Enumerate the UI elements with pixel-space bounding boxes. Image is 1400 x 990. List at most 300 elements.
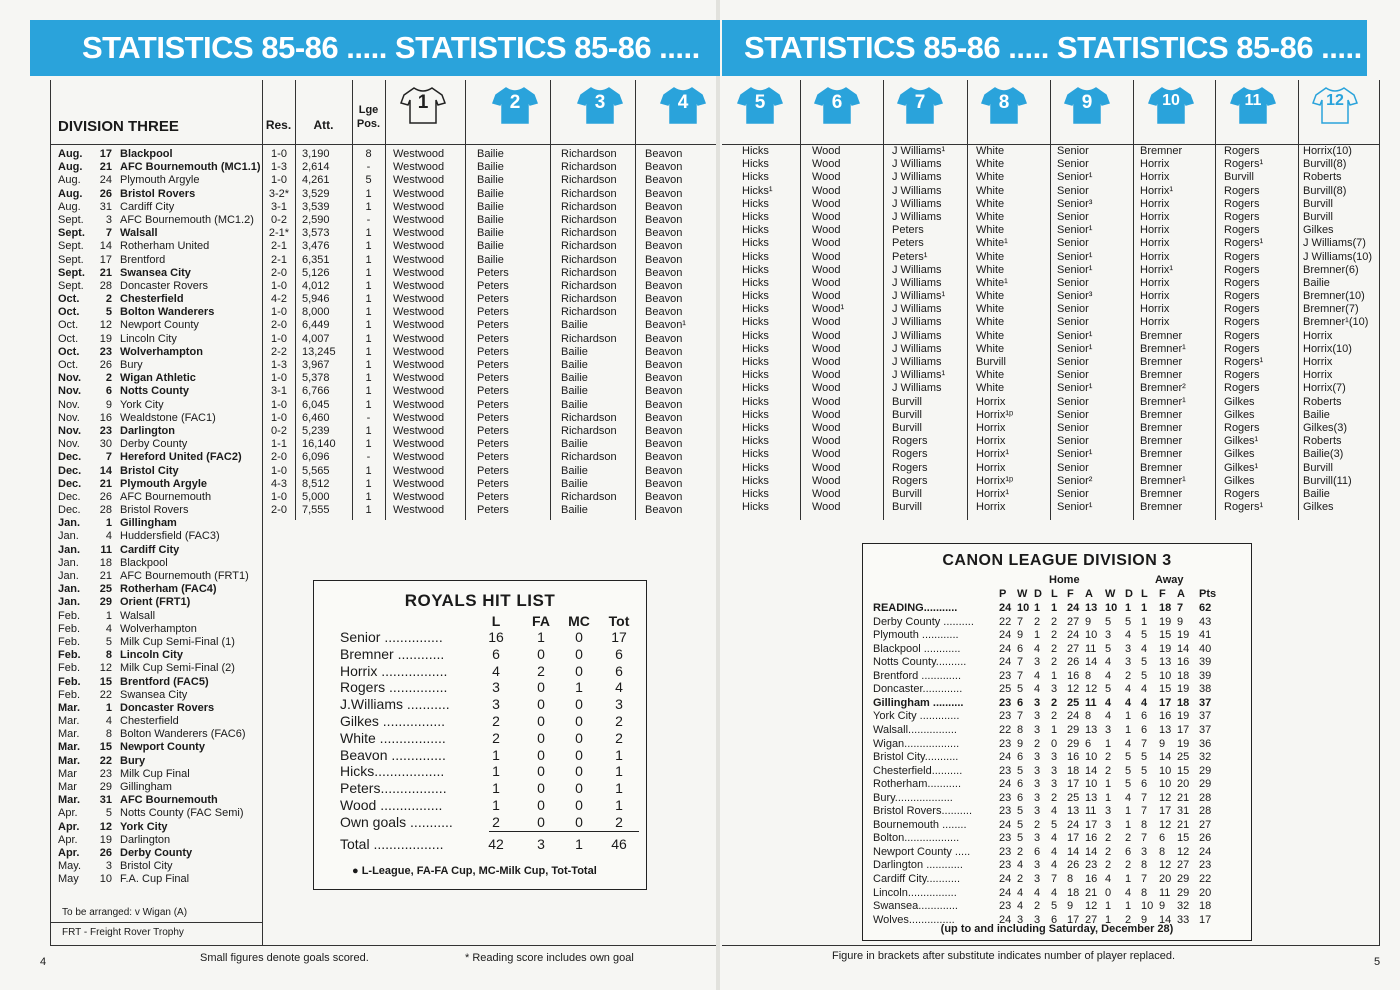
league-row bbox=[873, 765, 1243, 779]
player-name: Roberts bbox=[1303, 395, 1342, 408]
shirt-number: 11 bbox=[1244, 92, 1262, 109]
fixture-opponent: AFC Bournemouth bbox=[120, 490, 212, 503]
league-stat: 32 bbox=[1177, 900, 1190, 913]
fixture-month: Apr. bbox=[58, 820, 80, 833]
league-group-header bbox=[873, 574, 1243, 588]
player-name: Westwood bbox=[393, 227, 445, 240]
player-name: Wood bbox=[812, 197, 841, 210]
league-stat: 62 bbox=[1199, 602, 1212, 614]
league-stat: 41 bbox=[1199, 629, 1212, 642]
fixture-month: Sept. bbox=[58, 266, 85, 279]
league-stat: 27 bbox=[1067, 642, 1080, 655]
fixture-opponent: Newport County bbox=[120, 319, 199, 332]
league-stat: 3 bbox=[1034, 696, 1041, 709]
league-stat: 6 bbox=[1159, 832, 1166, 845]
league-stat: 19 bbox=[1177, 629, 1190, 642]
team-name: Bristol City........... bbox=[873, 751, 959, 764]
player-name: Bailie bbox=[1303, 487, 1330, 500]
league-stat: 8 bbox=[1085, 669, 1092, 682]
fixture-day: 28 bbox=[99, 504, 112, 517]
fixture-month: Oct. bbox=[58, 332, 79, 345]
league-stat: 23 bbox=[999, 669, 1012, 682]
player-name: Roberts bbox=[1303, 171, 1342, 184]
fixture-row bbox=[58, 267, 262, 280]
scorer-name: Own goals ........... bbox=[340, 813, 453, 830]
player-name: Wood bbox=[812, 158, 841, 171]
league-col: L bbox=[1051, 588, 1058, 600]
fixture-row bbox=[58, 623, 262, 636]
goal-count: 0 bbox=[575, 746, 583, 763]
player-name: Bremner bbox=[1140, 435, 1183, 448]
goal-count: 4 bbox=[615, 679, 623, 696]
league-stat: 0 bbox=[1105, 886, 1112, 899]
fixture-day: 29 bbox=[99, 781, 112, 793]
player-name: Senior² bbox=[1057, 474, 1093, 487]
attendance-cell: 3,539 bbox=[302, 200, 330, 213]
fixture-row bbox=[58, 570, 262, 583]
league-stat: 17 bbox=[1085, 818, 1098, 831]
league-stat: 17 bbox=[1067, 913, 1080, 926]
hit-list-row bbox=[314, 713, 646, 730]
league-stat: 10 bbox=[1159, 764, 1172, 777]
player-name: Peters bbox=[477, 451, 509, 464]
results-cell: 1-0 bbox=[271, 174, 287, 187]
fixture-month: Dec. bbox=[58, 477, 82, 490]
fixture-month: May bbox=[58, 873, 79, 886]
league-stat: 24 bbox=[999, 642, 1012, 655]
results-cell: 1-0 bbox=[271, 148, 287, 160]
team-name: Blackpool ............ bbox=[873, 642, 961, 655]
league-stat: 23 bbox=[999, 764, 1012, 777]
results-column bbox=[264, 148, 294, 517]
league-stat: 6 bbox=[1141, 778, 1148, 791]
player-name: Bailie bbox=[561, 438, 588, 451]
league-stat: 24 bbox=[999, 751, 1012, 764]
league-stat: 4 bbox=[1105, 873, 1112, 885]
player-name: Beavon bbox=[645, 213, 683, 226]
fixture-month: Oct. bbox=[58, 293, 80, 306]
attendance-cell: 4,012 bbox=[302, 279, 330, 292]
league-stat: 4 bbox=[1125, 696, 1132, 709]
player-name: Rogers bbox=[892, 474, 928, 487]
fixture-day: 25 bbox=[99, 583, 112, 596]
league-stat: 2 bbox=[1105, 751, 1112, 764]
player-name: Horrix bbox=[976, 421, 1006, 434]
player-name: Beavon bbox=[645, 253, 683, 266]
league-stat: 4 bbox=[1105, 669, 1112, 682]
league-stat: 14 bbox=[1085, 656, 1098, 669]
league-row bbox=[873, 602, 1243, 616]
league-row bbox=[873, 819, 1243, 833]
player-name: Burvill(8) bbox=[1303, 184, 1347, 197]
player-name: Beavon bbox=[645, 385, 683, 398]
fixture-day: 21 bbox=[99, 477, 112, 490]
player-name: White¹ bbox=[976, 276, 1008, 289]
player-name: Bailie bbox=[477, 200, 504, 213]
player-column-7 bbox=[892, 145, 945, 514]
positions-cell: - bbox=[366, 213, 371, 226]
note-rule bbox=[50, 922, 262, 923]
league-stat: 4 bbox=[1051, 845, 1058, 858]
goal-count: 1 bbox=[492, 797, 500, 813]
player-name: Beavon bbox=[645, 161, 683, 174]
league-stat: 0 bbox=[1051, 737, 1058, 750]
team-name: Wolves............... bbox=[873, 913, 955, 926]
goal-count: 0 bbox=[575, 696, 583, 713]
league-stat: 3 bbox=[1051, 764, 1058, 777]
col-rule bbox=[1133, 80, 1134, 520]
team-name: Brentford ............. bbox=[873, 669, 962, 682]
results-cell: 1-0 bbox=[271, 411, 287, 424]
player-name: Wood bbox=[812, 356, 841, 368]
fixture-month: Nov. bbox=[58, 411, 80, 424]
player-name: Senior bbox=[1057, 276, 1089, 289]
goal-count: 6 bbox=[615, 662, 623, 679]
fixture-month: Aug. bbox=[58, 148, 83, 160]
fixture-month: Mar bbox=[58, 767, 77, 780]
results-cell: 1-0 bbox=[271, 490, 287, 503]
player-name: Peters bbox=[477, 293, 509, 306]
player-name: Wood bbox=[812, 461, 841, 474]
results-cell: 1-0 bbox=[271, 279, 287, 292]
attendance-cell: 5,378 bbox=[302, 372, 330, 385]
player-name: Richardson bbox=[561, 227, 617, 240]
fixture-opponent: Bolton Wanderers (FAC6) bbox=[120, 728, 246, 741]
attendance-cell: 6,045 bbox=[302, 398, 330, 411]
league-row bbox=[873, 792, 1243, 806]
player-name: Burvill bbox=[892, 421, 922, 434]
player-name: Senior bbox=[1057, 395, 1089, 408]
fixture-row bbox=[58, 240, 262, 253]
player-name: Horrix bbox=[1303, 356, 1333, 368]
league-stat: 5 bbox=[1105, 642, 1112, 655]
team-name: Lincoln................ bbox=[873, 886, 957, 899]
league-col: A bbox=[1085, 588, 1093, 600]
hit-list-row bbox=[314, 629, 646, 646]
league-stat: 15 bbox=[1159, 629, 1172, 642]
league-stat: 3 bbox=[1125, 656, 1132, 669]
league-stat: 29 bbox=[1199, 778, 1212, 791]
player-name: J Williams bbox=[892, 197, 942, 210]
player-name: White bbox=[976, 171, 1005, 184]
league-stat: 6 bbox=[1017, 696, 1024, 709]
fixture-opponent: Rotherham (FAC4) bbox=[120, 583, 217, 596]
league-stat: 1 bbox=[1034, 602, 1041, 614]
fixture-month: Nov. bbox=[58, 398, 80, 411]
player-column-10 bbox=[1140, 145, 1186, 514]
player-name: Westwood bbox=[393, 187, 445, 200]
league-stat: 2 bbox=[1105, 859, 1112, 872]
fixture-row bbox=[58, 293, 262, 306]
player-name: White bbox=[976, 184, 1005, 197]
league-row bbox=[873, 738, 1243, 752]
player-name: Westwood bbox=[393, 266, 445, 279]
fixture-day: 23 bbox=[99, 345, 112, 358]
fixture-opponent: Notts County (FAC Semi) bbox=[120, 807, 244, 820]
positions-cell: - bbox=[366, 451, 371, 464]
fixture-day: 5 bbox=[105, 635, 112, 648]
player-name: Gilkes bbox=[1303, 501, 1334, 514]
player-name: Rogers bbox=[1224, 250, 1260, 263]
col-rule bbox=[550, 80, 551, 520]
league-stat: 6 bbox=[1085, 737, 1092, 750]
player-name: Gilkes bbox=[1224, 448, 1255, 461]
player-name: Burvill bbox=[892, 395, 922, 408]
player-name: Hicks bbox=[742, 408, 769, 421]
player-name: Beavon bbox=[645, 200, 683, 213]
fixture-month: Nov. bbox=[58, 424, 82, 437]
fixture-opponent: Gillingham bbox=[120, 781, 172, 793]
league-stat: 2 bbox=[1105, 845, 1112, 858]
attendance-cell: 4,007 bbox=[302, 332, 330, 345]
league-stat: 11 bbox=[1085, 696, 1097, 709]
goal-count: 1 bbox=[492, 780, 500, 797]
league-stat: 2 bbox=[1125, 669, 1132, 682]
player-name: Hicks bbox=[742, 487, 769, 500]
fixture-month: Oct. bbox=[58, 345, 80, 358]
league-stat: 5 bbox=[1017, 818, 1024, 831]
league-stat: 26 bbox=[1067, 656, 1080, 669]
player-name: J Williams bbox=[892, 316, 942, 329]
player-name: Wood bbox=[812, 487, 841, 500]
fixture-day: 18 bbox=[99, 556, 112, 569]
league-stat: 1 bbox=[1125, 818, 1132, 831]
player-name: Rogers bbox=[1224, 487, 1260, 500]
league-stat: 3 bbox=[1034, 723, 1041, 736]
results-cell: 2-1 bbox=[271, 253, 287, 266]
player-name: Burvill bbox=[892, 501, 922, 514]
league-row bbox=[873, 643, 1243, 657]
fixture-month: Sept. bbox=[58, 253, 84, 266]
player-name: J Williams¹ bbox=[892, 145, 946, 157]
player-name: Hicks bbox=[742, 316, 769, 329]
player-name: Senior¹ bbox=[1057, 342, 1093, 355]
col-rule bbox=[883, 80, 884, 520]
goal-count: 0 bbox=[537, 713, 545, 729]
player-name: Westwood bbox=[393, 319, 445, 332]
attendance-cell: 6,351 bbox=[302, 253, 330, 266]
fixture-day: 16 bbox=[99, 411, 112, 424]
fixture-month: Feb. bbox=[58, 649, 81, 662]
fixture-month: Apr. bbox=[58, 846, 80, 859]
fixture-row bbox=[58, 214, 262, 227]
league-stat: 23 bbox=[999, 791, 1012, 804]
player-name: Senior bbox=[1057, 237, 1089, 250]
scorer-name: Peters................. bbox=[340, 780, 447, 797]
player-name: Roberts bbox=[1303, 435, 1342, 448]
fixture-day: 14 bbox=[99, 464, 112, 477]
league-stat: 9 bbox=[1017, 629, 1024, 642]
fixture-opponent: Rotherham United bbox=[120, 240, 210, 253]
league-stat: 16 bbox=[1085, 832, 1098, 845]
player-name: Rogers bbox=[1224, 342, 1260, 355]
player-name: Peters bbox=[477, 279, 509, 292]
player-name: Richardson bbox=[561, 174, 617, 187]
player-name: Westwood bbox=[393, 345, 445, 358]
player-name: Wood bbox=[812, 474, 841, 487]
fixture-opponent: Derby County bbox=[120, 846, 193, 859]
league-stat: 4 bbox=[1125, 886, 1132, 899]
league-stat: 18 bbox=[1177, 696, 1190, 709]
league-stat: 3 bbox=[1034, 805, 1041, 818]
player-name: Bremner bbox=[1140, 145, 1183, 157]
player-name: Wood¹ bbox=[812, 303, 845, 316]
fixture-row bbox=[58, 438, 262, 451]
league-stat: 29 bbox=[1177, 886, 1190, 899]
hit-list-row bbox=[314, 763, 646, 780]
total-count: 3 bbox=[537, 836, 545, 852]
scorer-name: Hicks.................. bbox=[340, 763, 445, 780]
page-number-left: 4 bbox=[40, 956, 47, 968]
league-stat: 1 bbox=[1125, 805, 1132, 818]
player-name: Rogers bbox=[1224, 184, 1260, 197]
player-name: Senior¹ bbox=[1057, 448, 1093, 461]
league-stat: 1 bbox=[1105, 913, 1112, 926]
division-heading: DIVISION THREE bbox=[58, 118, 179, 135]
fixture-day: 28 bbox=[99, 279, 112, 292]
fixture-row bbox=[58, 530, 262, 543]
away-label: Away bbox=[1155, 574, 1184, 586]
results-cell: 3-1 bbox=[271, 200, 287, 213]
fixture-day: 1 bbox=[105, 609, 112, 622]
fixture-opponent: Bolton Wanderers bbox=[120, 306, 215, 319]
player-name: Wood bbox=[812, 145, 841, 157]
player-name: Peters bbox=[477, 372, 509, 385]
fixture-opponent: Swansea City bbox=[120, 688, 188, 701]
attendance-cell: 3,573 bbox=[302, 227, 330, 240]
fixture-month: Jan. bbox=[58, 543, 81, 556]
player-name: Peters bbox=[477, 359, 509, 371]
goal-count: 0 bbox=[575, 662, 583, 679]
player-name: Westwood bbox=[393, 293, 445, 306]
player-name: Hicks bbox=[742, 395, 769, 408]
fixture-row bbox=[58, 860, 262, 873]
player-name: Beavon bbox=[645, 438, 683, 451]
goal-count: 1 bbox=[537, 629, 545, 645]
player-name: Gilkes bbox=[1224, 474, 1255, 487]
player-name: Gilkes¹ bbox=[1224, 435, 1259, 448]
fixture-row bbox=[58, 544, 262, 557]
league-stat: 24 bbox=[1067, 602, 1080, 614]
team-name: Notts County.......... bbox=[873, 656, 967, 669]
fixture-opponent: Darlington bbox=[120, 833, 171, 846]
player-name: Richardson bbox=[561, 253, 617, 266]
league-col: F bbox=[1067, 588, 1074, 600]
player-name: Westwood bbox=[393, 213, 445, 226]
fixture-row bbox=[58, 161, 262, 174]
player-name: Hicks bbox=[742, 290, 769, 303]
fixture-month: Nov. bbox=[58, 438, 80, 451]
fixture-row bbox=[58, 755, 262, 768]
fixture-day: 12 bbox=[99, 662, 112, 675]
fixture-row bbox=[58, 821, 262, 834]
fixture-row bbox=[58, 702, 262, 715]
player-name: Horrix bbox=[1140, 276, 1170, 289]
attendance-cell: 3,476 bbox=[302, 240, 330, 253]
shirt-number: 7 bbox=[914, 92, 926, 113]
league-stat: 36 bbox=[1199, 737, 1212, 750]
fixture-month: May. bbox=[58, 860, 82, 873]
league-stat: 14 bbox=[1159, 751, 1172, 764]
player-name: Bremner¹ bbox=[1140, 395, 1186, 408]
goal-count: 3 bbox=[615, 696, 623, 713]
shirt-3-icon bbox=[577, 86, 623, 124]
player-name: Richardson bbox=[561, 306, 617, 319]
player-name: Bremner¹ bbox=[1140, 474, 1186, 487]
league-stat: 4 bbox=[1051, 805, 1058, 818]
player-name: Wood bbox=[812, 171, 841, 184]
fixture-row bbox=[58, 399, 262, 412]
league-stat: 5 bbox=[1105, 615, 1112, 628]
hit-list-col-tot: Tot bbox=[608, 613, 630, 629]
player-name: Bremner bbox=[1140, 501, 1183, 514]
league-stat: 19 bbox=[1159, 615, 1172, 628]
fixture-row bbox=[58, 478, 262, 491]
league-stat: 3 bbox=[1105, 805, 1112, 818]
fixture-day: 11 bbox=[100, 543, 112, 556]
player-name: Beavon bbox=[645, 504, 683, 517]
league-stat: 8 bbox=[1141, 818, 1148, 831]
player-name: J Williams(10) bbox=[1303, 250, 1373, 263]
league-stat: 3 bbox=[1034, 859, 1041, 872]
league-stat: 4 bbox=[1141, 642, 1148, 655]
player-name: Westwood bbox=[393, 161, 445, 174]
player-name: Bailie bbox=[477, 213, 504, 226]
player-name: Peters bbox=[477, 424, 509, 437]
player-name: Rogers¹ bbox=[1224, 501, 1264, 514]
fixture-row bbox=[58, 715, 262, 728]
fixture-day: 10 bbox=[99, 873, 112, 886]
league-stat: 22 bbox=[999, 615, 1012, 628]
player-name: Rogers bbox=[1224, 197, 1260, 210]
pos-header: Pos. bbox=[356, 118, 381, 130]
fixture-month: Oct. bbox=[58, 306, 80, 319]
fixture-month: Feb. bbox=[58, 635, 81, 648]
league-stat: 12 bbox=[1177, 845, 1190, 858]
total-count: 1 bbox=[575, 836, 583, 852]
league-stat: 19 bbox=[1177, 710, 1190, 723]
league-row bbox=[873, 859, 1243, 873]
fixture-opponent: Chesterfield bbox=[120, 715, 179, 728]
player-name: Senior¹ bbox=[1057, 263, 1093, 276]
league-stat: 16 bbox=[1067, 751, 1080, 764]
league-stat: 23 bbox=[999, 710, 1012, 723]
league-stat: 38 bbox=[1199, 683, 1212, 696]
positions-cell: 1 bbox=[365, 385, 372, 398]
player-name: Richardson bbox=[561, 161, 617, 174]
league-stat: 8 bbox=[1159, 845, 1166, 858]
fixture-month: Jan. bbox=[58, 596, 81, 609]
fixture-day: 7 bbox=[105, 451, 112, 464]
player-name: J Williams bbox=[892, 329, 942, 342]
fixture-opponent: Walsall bbox=[120, 227, 158, 240]
header-rule-left bbox=[50, 144, 716, 145]
league-stat: 7 bbox=[1141, 791, 1148, 804]
fixture-row bbox=[58, 741, 262, 754]
player-name: Hicks bbox=[742, 303, 769, 316]
league-stat: 7 bbox=[1141, 832, 1148, 845]
fixture-day: 5 bbox=[105, 306, 112, 319]
results-cell: 1-3 bbox=[271, 359, 287, 371]
positions-cell: 1 bbox=[365, 306, 372, 319]
player-name: Beavon bbox=[645, 174, 683, 187]
fixture-row bbox=[58, 768, 262, 781]
fixture-row bbox=[58, 491, 262, 504]
league-stat: 19 bbox=[1177, 683, 1190, 696]
results-cell: 4-2 bbox=[271, 293, 287, 306]
player-name: Westwood bbox=[393, 279, 445, 292]
col-rule bbox=[1050, 80, 1051, 520]
